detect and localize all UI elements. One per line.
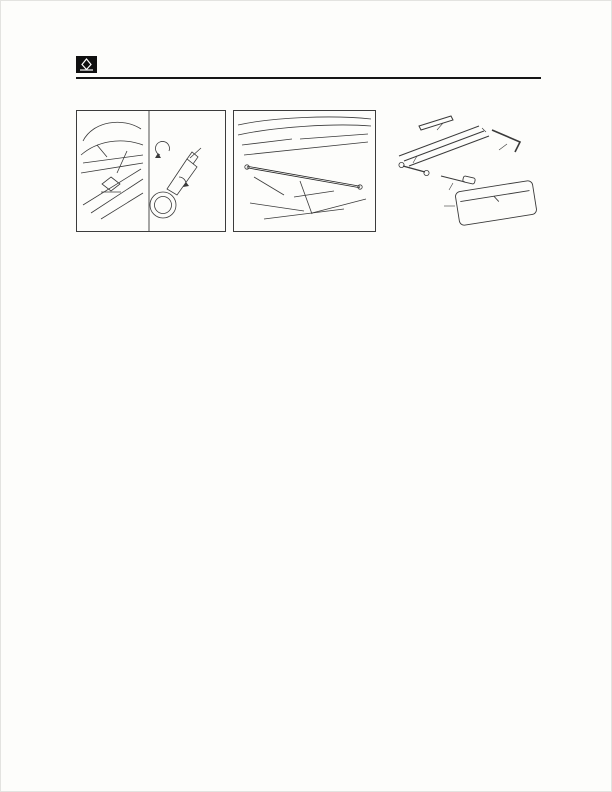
jack-handle-rod-shape — [399, 126, 479, 156]
jack-handle-bar-figure — [233, 110, 376, 232]
rotate-arrowhead — [155, 153, 161, 158]
l-type-handle-shape — [492, 130, 520, 152]
spanner-shape — [403, 166, 425, 172]
handle-bar-shape — [245, 165, 362, 189]
manual-page-panel — [76, 56, 541, 404]
tools-drawing — [389, 110, 539, 230]
tools-figure — [389, 110, 541, 232]
jack-handle-bar-text — [233, 240, 376, 248]
tool-shapes — [399, 116, 520, 184]
wheel-cap-replacer-shape — [419, 116, 453, 130]
jack-handle-bar-drawing — [234, 111, 375, 231]
screw-driver-shape — [441, 176, 465, 182]
tools-and-jack-drawing — [77, 111, 225, 231]
tools-and-jack-figure — [76, 110, 226, 232]
tool-list — [389, 240, 541, 279]
tool-bag-shape — [455, 180, 537, 226]
chapter-logo — [76, 56, 97, 73]
joint-cone-shape — [167, 159, 197, 195]
jack-icon — [76, 56, 97, 73]
store-arrowhead — [183, 182, 189, 187]
joint-detail-sketch — [150, 141, 201, 218]
callout-leaders — [413, 123, 507, 206]
header-rule — [76, 77, 541, 79]
under-seat-sketch — [81, 122, 143, 219]
